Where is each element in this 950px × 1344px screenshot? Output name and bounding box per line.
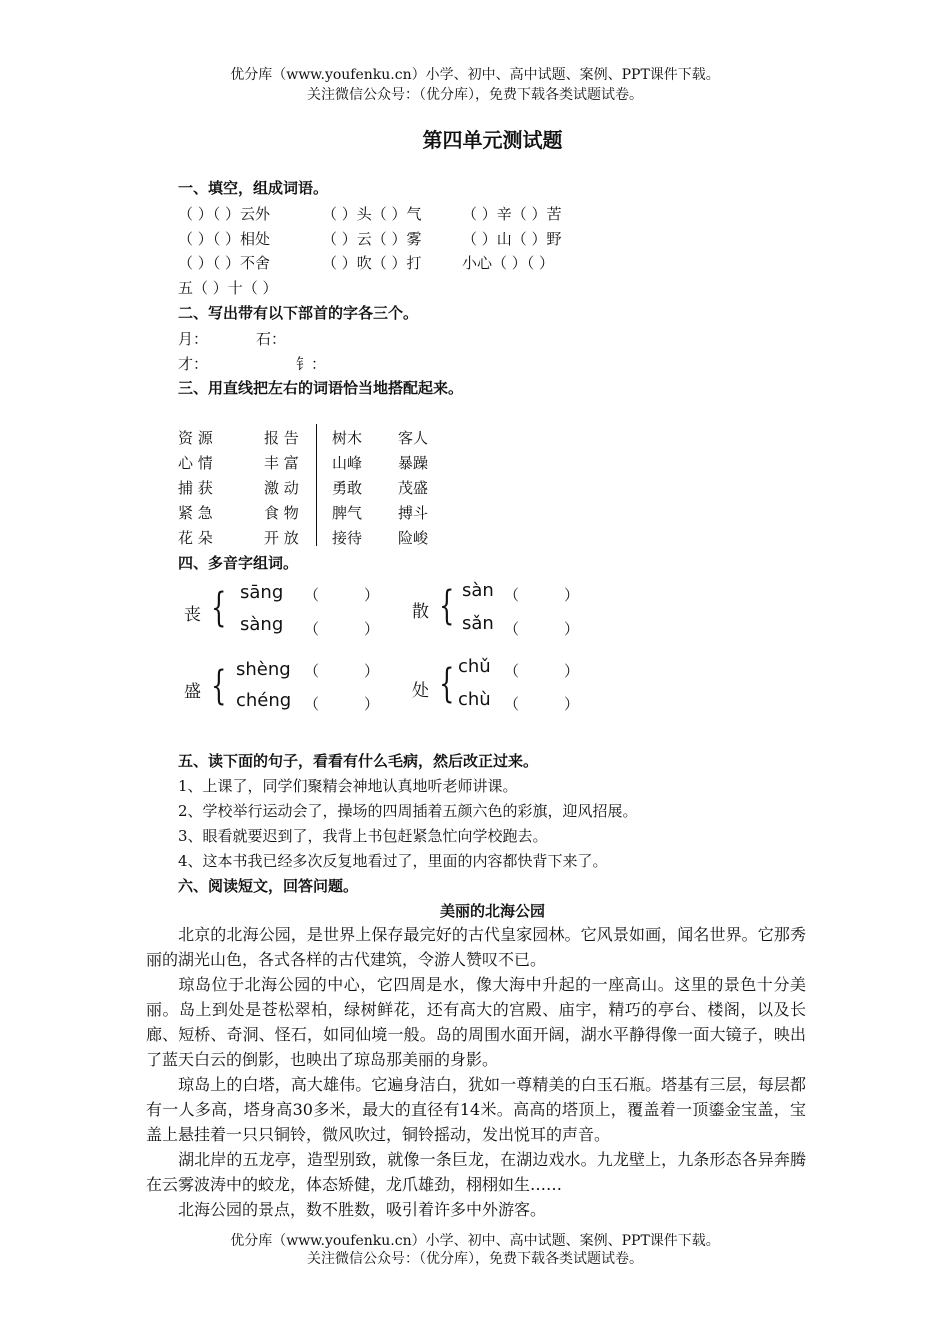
sentence-item: 4、这本书我已经多次反复地看过了，里面的内容都快背下来了。 bbox=[178, 852, 608, 870]
match-right-word: 脾气 bbox=[332, 504, 363, 522]
brace-icon: { bbox=[439, 661, 455, 707]
fill-item: （ ）（ ）相处 bbox=[178, 230, 271, 248]
section-1-heading: 一、填空，组成词语。 bbox=[178, 179, 329, 197]
footer-line-2: 关注微信公众号：（优分库），免费下载各类试题试卷。 bbox=[307, 1251, 643, 1267]
pinyin: chǔ bbox=[458, 656, 491, 677]
match-right-word: 勇敢 bbox=[332, 479, 363, 497]
answer-blank: （ ） bbox=[504, 662, 580, 680]
radical-moon: 月： bbox=[178, 330, 209, 348]
passage-paragraph: 北京的北海公园，是世界上保存最完好的古代皇家园林。它风景如画，闻名世界。它那秀丽的湖光山色，各式各样的古代建筑，令游人赞叹不已。 bbox=[146, 925, 806, 969]
footer-line-1: 优分库（www.youfenku.cn）小学、初中、高中试题、案例、PPT课件下载。 bbox=[230, 1233, 720, 1249]
pinyin: sāng bbox=[240, 582, 284, 603]
match-left-word: 心 情 bbox=[178, 454, 213, 472]
pinyin: chéng bbox=[236, 690, 292, 711]
answer-blank: （ ） bbox=[304, 620, 380, 638]
header-line-1: 优分库（www.youfenku.cn）小学、初中、高中试题、案例、PPT课件下载。 bbox=[230, 67, 720, 83]
fill-item: （ ）辛（ ）苦 bbox=[462, 205, 562, 223]
match-left-word: 紧 急 bbox=[178, 504, 213, 522]
fill-item: （ ）（ ）云外 bbox=[178, 205, 271, 223]
match-left-pair: 食 物 bbox=[264, 504, 299, 522]
sentence-item: 3、眼看就要迟到了，我背上书包赶紧急忙向学校跑去。 bbox=[178, 827, 548, 845]
match-right-word: 接待 bbox=[332, 529, 363, 547]
page-title: 第四单元测试题 bbox=[422, 128, 563, 152]
match-left-word: 花 朵 bbox=[178, 529, 213, 547]
passage-title: 美丽的北海公园 bbox=[439, 902, 545, 920]
answer-blank: （ ） bbox=[504, 620, 580, 638]
pinyin: sǎn bbox=[462, 613, 494, 634]
fill-item: （ ）头（ ）气 bbox=[322, 205, 422, 223]
match-right-word: 山峰 bbox=[332, 454, 363, 472]
polyphone-char: 处 bbox=[412, 681, 429, 701]
brace-icon: { bbox=[439, 583, 455, 629]
fill-item: 五（ ）十（ ） bbox=[178, 279, 278, 297]
match-left-pair: 报 告 bbox=[264, 429, 299, 447]
fill-item: 小心（ ）（ ） bbox=[462, 254, 555, 272]
section-2-heading: 二、写出带有以下部首的字各三个。 bbox=[178, 304, 419, 322]
passage-paragraph: 琼岛位于北海公园的中心，它四周是水，像大海中升起的一座高山。这里的景色十分美丽。岛上到处是苍松翠柏，绿树鲜花，还有高大的宫殿、庙宇，精巧的亭台、楼阁，以及长廊、短桥、奇洞、怪石，如同仙境一般。岛的周围水面开阔，湖水平静得像一面大镜子，映出了蓝天白云的倒影，也映出了琼岛那美丽的身影。 bbox=[146, 975, 806, 1069]
passage-paragraph: 琼岛上的白塔，高大雄伟。它遍身洁白，犹如一尊精美的白玉石瓶。塔基有三层，每层都有一人多高，塔身高30多米，最大的直径有14米。高高的塔顶上，覆盖着一顶鎏金宝盖，宝盖上悬挂着一只只铜铃，微风吹过，铜铃摇动，发出悦耳的声音。 bbox=[146, 1075, 806, 1144]
passage-paragraph: 湖北岸的五龙亭，造型别致，就像一条巨龙，在湖边戏水。九龙壁上，九条形态各异奔腾在云雾波涛中的蛟龙，体态矫健，龙爪雄劲，栩栩如生…… bbox=[146, 1150, 806, 1194]
header-line-2: 关注微信公众号：（优分库），免费下载各类试题试卷。 bbox=[307, 87, 643, 103]
match-left-pair: 激 动 bbox=[264, 479, 299, 497]
section-5-heading: 五、读下面的句子，看看有什么毛病，然后改正过来。 bbox=[178, 752, 539, 770]
passage-paragraph: 北海公园的景点，数不胜数，吸引着许多中外游客。 bbox=[178, 1200, 547, 1219]
match-right-word: 树木 bbox=[332, 429, 363, 447]
match-right-pair: 险峻 bbox=[398, 529, 429, 547]
brace-icon: { bbox=[211, 663, 227, 709]
pinyin: shèng bbox=[236, 659, 291, 680]
match-right-pair: 客人 bbox=[398, 429, 429, 447]
answer-blank: （ ） bbox=[504, 695, 580, 713]
polyphone-char: 盛 bbox=[184, 682, 201, 702]
fill-item: （ ）山（ ）野 bbox=[462, 230, 562, 248]
match-right-pair: 搏斗 bbox=[398, 504, 429, 522]
match-left-pair: 开 放 bbox=[264, 529, 299, 547]
answer-blank: （ ） bbox=[304, 662, 380, 680]
match-left-word: 资 源 bbox=[178, 429, 213, 447]
radical-metal: 钅： bbox=[296, 355, 327, 373]
match-right-pair: 茂盛 bbox=[398, 479, 429, 497]
pinyin: sàng bbox=[240, 614, 284, 635]
brace-icon: { bbox=[211, 585, 227, 631]
polyphone-char: 散 bbox=[412, 602, 429, 622]
radical-hand: 才： bbox=[178, 355, 209, 373]
fill-item: （ ）吹（ ）打 bbox=[322, 254, 422, 272]
fill-item: （ ）云（ ）雾 bbox=[322, 230, 422, 248]
polyphone-char: 丧 bbox=[184, 605, 201, 625]
match-left-pair: 丰 富 bbox=[264, 454, 299, 472]
answer-blank: （ ） bbox=[304, 695, 380, 713]
column-divider bbox=[316, 424, 317, 546]
answer-blank: （ ） bbox=[504, 586, 580, 604]
answer-blank: （ ） bbox=[304, 586, 380, 604]
section-4-heading: 四、多音字组词。 bbox=[178, 554, 299, 572]
pinyin: sàn bbox=[462, 580, 494, 601]
match-left-word: 捕 获 bbox=[178, 479, 213, 497]
fill-item: （ ）（ ）不舍 bbox=[178, 254, 271, 272]
sentence-item: 1、上课了，同学们聚精会神地认真地听老师讲课。 bbox=[178, 777, 518, 795]
match-right-pair: 暴躁 bbox=[398, 454, 429, 472]
sentence-item: 2、学校举行运动会了，操场的四周插着五颜六色的彩旗，迎风招展。 bbox=[178, 802, 638, 820]
pinyin: chù bbox=[458, 689, 491, 710]
section-6-heading: 六、阅读短文，回答问题。 bbox=[178, 877, 359, 895]
radical-stone: 石： bbox=[256, 330, 287, 348]
section-3-heading: 三、用直线把左右的词语恰当地搭配起来。 bbox=[178, 379, 464, 397]
